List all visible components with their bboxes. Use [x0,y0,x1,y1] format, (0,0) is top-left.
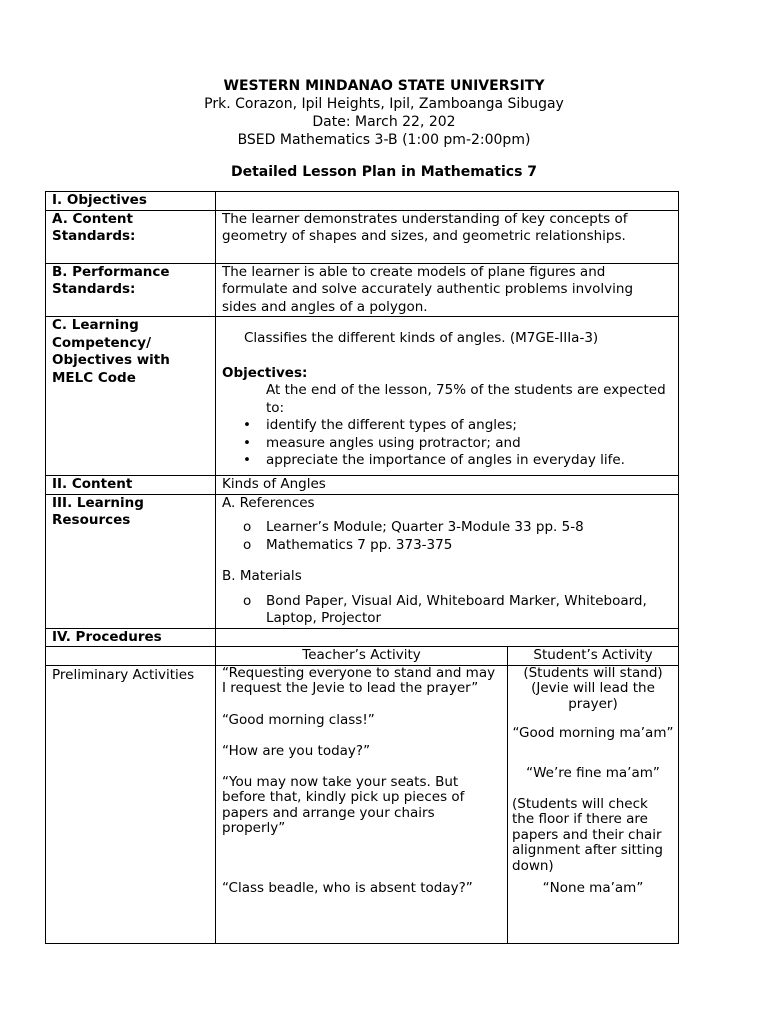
performance-standards-row [46,263,679,317]
competency-label: C. Learning Competency/ Objectives with MELC Code [46,317,216,476]
resources-row [46,494,679,628]
activity-header-row [46,647,679,666]
objectives-intro: At the end of the lesson, 75% of the students are expected to: [266,382,666,416]
university-name: WESTERN MINDANAO STATE UNIVERSITY [223,78,545,94]
materials-list [222,593,672,628]
resources-cell [216,494,679,628]
objectives-heading: Objectives: [222,364,308,381]
student-activity-heading: Student’s Activity [508,647,679,666]
teacher-line: “How are you today?” [222,742,371,759]
content-text: Kinds of Angles [216,476,679,495]
student-line: “We’re fine ma’am” [526,764,660,781]
teacher-line: “You may now take your seats. But before that, kindly pick up pieces of papers and arrange your chairs properly” [222,773,465,836]
content-row [46,476,679,495]
activity-header-empty [46,647,216,666]
procedures-empty-cell [216,628,679,647]
student-line: (Students will stand) (Jevie will lead the prayer) [523,664,663,712]
materials-heading: B. Materials [222,568,302,584]
document-title: Detailed Lesson Plan in Mathematics 7 [230,164,538,180]
preliminary-label: Preliminary Activities [46,665,216,943]
address: Prk. Corazon, Ipil Heights, Ipil, Zamboanga Sibugay [204,96,564,112]
competency-text: Classifies the different kinds of angles. (M7GE-IIIa-3) [244,330,599,346]
teacher-line: “Class beadle, who is absent today?” [222,879,473,896]
performance-standards-label: B. Performance Standards: [46,263,216,317]
student-line: “None ma’am” [542,879,644,896]
competency-cell [216,317,679,476]
objectives-list [222,417,672,470]
teacher-activity-heading: Teacher’s Activity [216,647,508,666]
teacher-line: “Good morning class!” [222,711,375,728]
student-line: “Good morning ma’am” [512,724,674,741]
content-standards-row [46,210,679,263]
lesson-plan-table [45,191,679,944]
student-activity-cell [508,665,679,943]
objectives-empty-cell [216,192,679,211]
date: Date: March 22, 202 [312,114,456,130]
class-section: BSED Mathematics 3-B (1:00 pm-2:00pm) [237,132,531,148]
teacher-activity-cell [216,665,508,943]
references-list [222,519,672,554]
content-label: II. Content [46,476,216,495]
resources-label: III. Learning Resources [46,494,216,628]
list-item: • appreciate the importance of angles in everyday life. [222,452,672,470]
list-item: o Bond Paper, Visual Aid, Whiteboard Marker, Whiteboard, Laptop, Projector [222,593,672,628]
list-item: • identify the different types of angles; [222,417,672,435]
teacher-line: “Requesting everyone to stand and may I request the Jevie to lead the prayer” [222,664,496,696]
student-line: (Students will check the floor if there are papers and their chair alignment after sitting down) [512,795,663,874]
preliminary-row [46,665,679,943]
procedures-label: IV. Procedures [46,628,216,647]
content-standards-label: A. Content Standards: [46,210,216,263]
list-item: o Mathematics 7 pp. 373-375 [222,537,672,555]
list-item: • measure angles using protractor; and [222,435,672,453]
list-item: o Learner’s Module; Quarter 3-Module 33 pp. 5-8 [222,519,672,537]
objectives-label: I. Objectives [46,192,216,211]
references-heading: A. References [222,494,315,511]
performance-standards-text: The learner is able to create models of plane figures and formulate and solve accurately authentic problems involving sides and angles of a polygon. [216,263,679,317]
competency-row [46,317,679,476]
procedures-row [46,628,679,647]
objectives-row [46,192,679,211]
content-standards-text: The learner demonstrates understanding of key concepts of geometry of shapes and sizes, and geometric relationships. [216,210,679,263]
